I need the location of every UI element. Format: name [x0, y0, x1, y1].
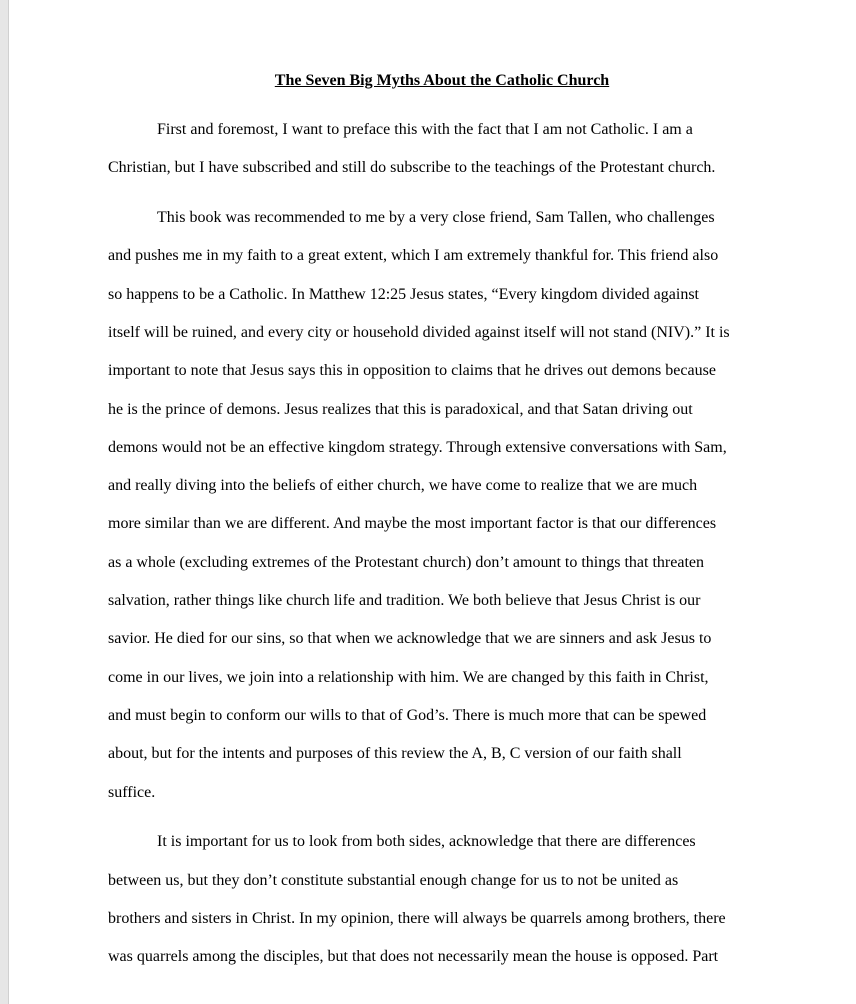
- paragraph-line: This book was recommended to me by a very close friend, Sam Tallen, who challenges: [157, 209, 715, 227]
- paragraph-line: he is the prince of demons. Jesus realizes that this is paradoxical, and that Satan driving out: [108, 400, 693, 418]
- document-page[interactable]: [9, 0, 856, 1004]
- paragraph: [108, 199, 768, 812]
- paragraph-line: It is important for us to look from both sides, acknowledge that there are differences: [157, 833, 696, 851]
- paragraph-line: important to note that Jesus says this in opposition to claims that he drives out demons because: [108, 362, 716, 380]
- paragraph-line: and must begin to conform our wills to that of God’s. There is much more that can be spewed: [108, 706, 707, 724]
- document-title: The Seven Big Myths About the Catholic Church: [274, 72, 610, 89]
- paragraph-line: about, but for the intents and purposes of this review the A, B, C version of our faith shall: [108, 745, 682, 763]
- paragraph: [108, 823, 768, 976]
- paragraph-line: savior. He died for our sins, so that when we acknowledge that we are sinners and ask Jesus to: [108, 630, 712, 648]
- left-margin-bar: [0, 0, 9, 1004]
- paragraph-line: brothers and sisters in Christ. In my opinion, there will always be quarrels among brothers, there: [108, 909, 726, 927]
- paragraph-line: more similar than we are different. And maybe the most important factor is that our differences: [108, 515, 717, 533]
- paragraph-line: Christian, but I have subscribed and still do subscribe to the teachings of the Protestant church.: [108, 159, 716, 177]
- paragraph-line: was quarrels among the disciples, but that does not necessarily mean the house is opposed. Part: [108, 948, 719, 966]
- paragraph-line: and pushes me in my faith to a great extent, which I am extremely thankful for. This friend also: [108, 247, 719, 265]
- paragraph-line: First and foremost, I want to preface this with the fact that I am not Catholic. I am a: [157, 121, 693, 138]
- paragraph-line: as a whole (excluding extremes of the Protestant church) don’t amount to things that threaten: [108, 553, 704, 571]
- paragraph-line: and really diving into the beliefs of either church, we have come to realize that we are much: [108, 477, 698, 495]
- paragraph-line: come in our lives, we join into a relationship with him. We are changed by this faith in Christ,: [108, 668, 709, 686]
- paragraph-line: so happens to be a Catholic. In Matthew 12:25 Jesus states, “Every kingdom divided against: [108, 285, 699, 303]
- paragraph-line: between us, but they don’t constitute substantial enough change for us to not be united as: [108, 871, 679, 889]
- paragraph: [108, 111, 768, 188]
- document-body[interactable]: [108, 111, 768, 988]
- paragraph-line: itself will be ruined, and every city or household divided against itself will not stand (NIV).” It is: [108, 323, 730, 341]
- paragraph-line: suffice.: [108, 783, 156, 801]
- paragraph-line: demons would not be an effective kingdom strategy. Through extensive conversations with Sam,: [108, 438, 727, 456]
- paragraph-line: salvation, rather things like church life and tradition. We both believe that Jesus Christ is our: [108, 592, 701, 610]
